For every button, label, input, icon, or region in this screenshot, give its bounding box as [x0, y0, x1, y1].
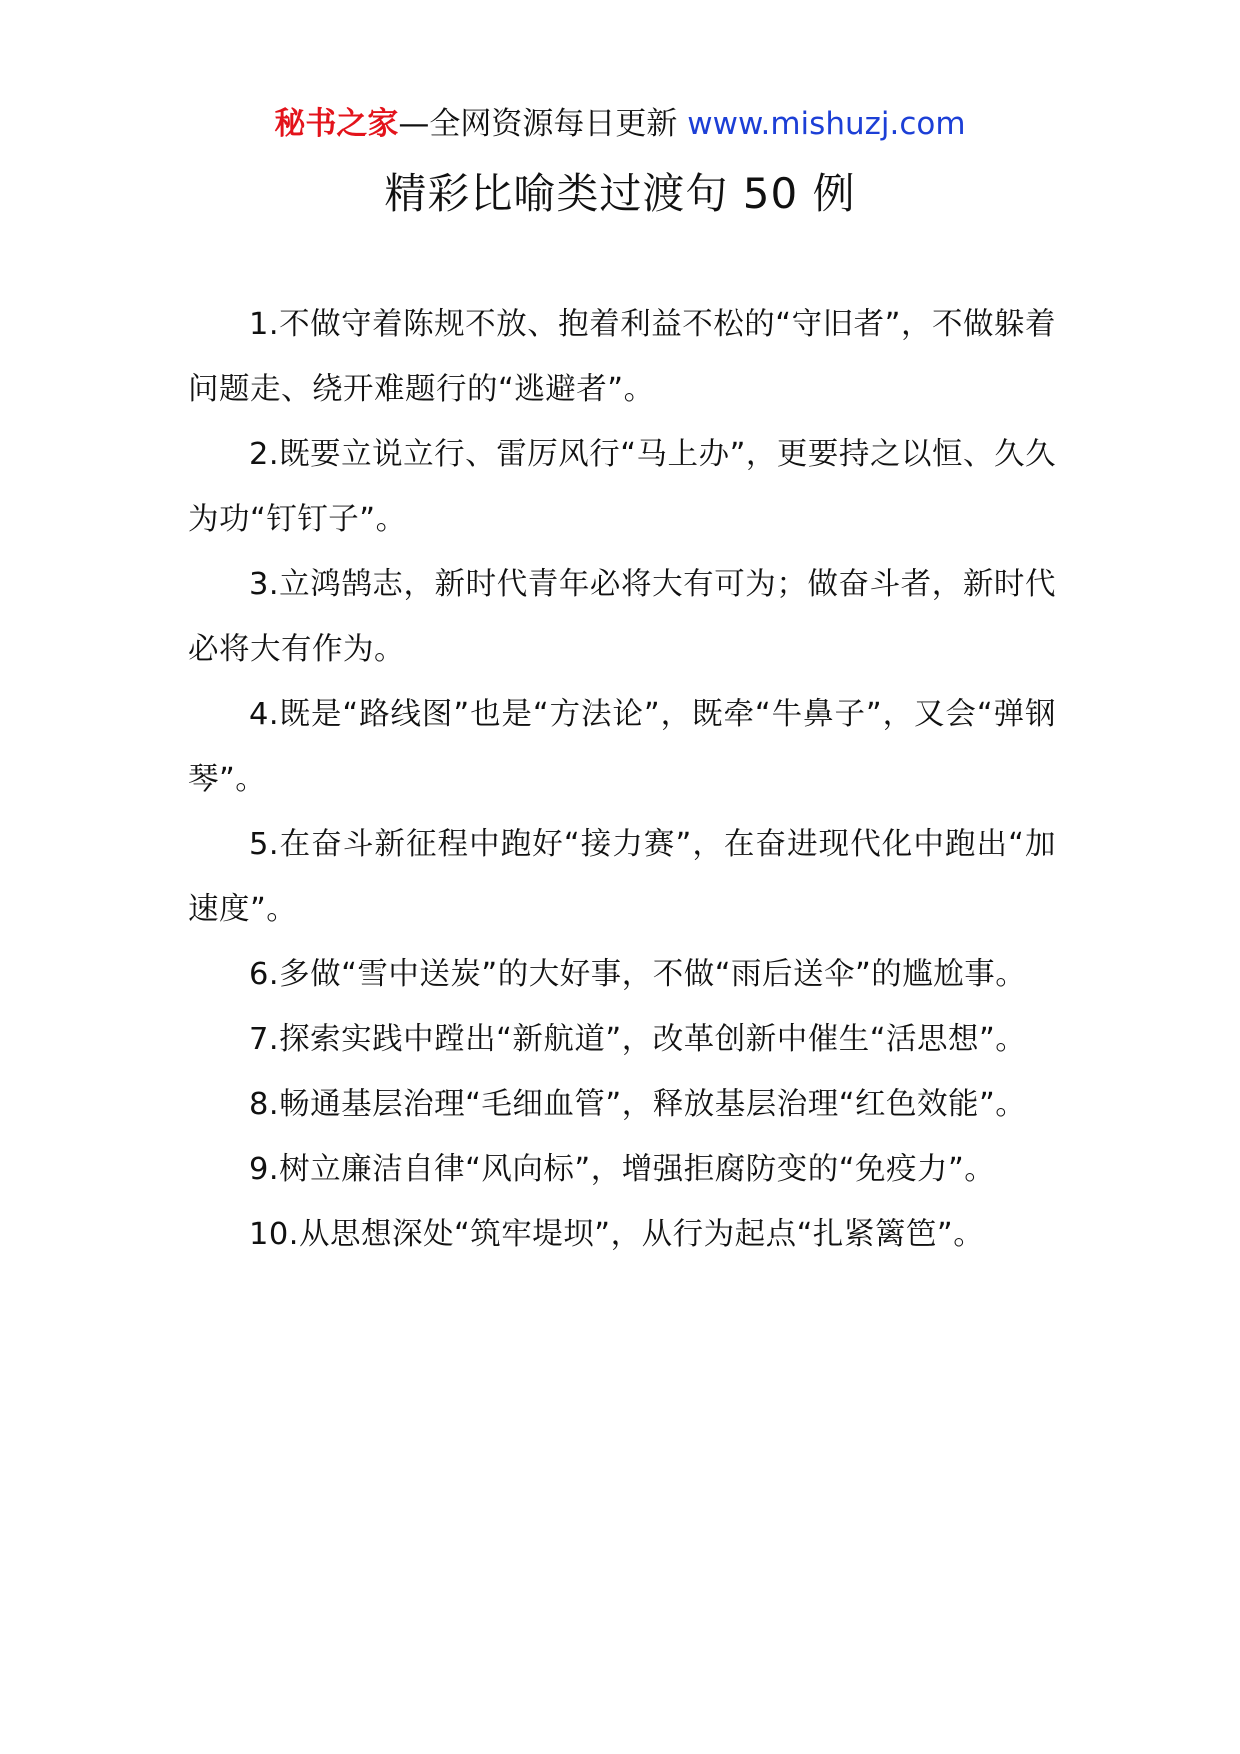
- paragraph-6: 6.多做“雪中送炭”的大好事，不做“雨后送伞”的尴尬事。: [249, 957, 1027, 992]
- site-url-link[interactable]: www.mishuzj.com: [687, 106, 966, 142]
- paragraph-8: 8.畅通基层治理“毛细血管”，释放基层治理“红色效能”。: [249, 1087, 1027, 1122]
- paragraph-9: 9.树立廉洁自律“风向标”，增强拒腐防变的“免疫力”。: [249, 1152, 996, 1187]
- paragraph-1: 1.不做守着陈规不放、抱着利益不松的“守旧者”，不做躲着问题走、绕开难题行的“逃避者”。: [188, 307, 1056, 407]
- paragraph-5: 5.在奋斗新征程中跑好“接力赛”，在奋进现代化中跑出“加速度”。: [188, 827, 1056, 927]
- document-body: [188, 292, 1056, 1267]
- paragraph-4: 4.既是“路线图”也是“方法论”，既牵“牛鼻子”，又会“弹钢琴”。: [188, 697, 1056, 797]
- paragraph-10: 10.从思想深处“筑牢堤坝”，从行为起点“扎紧篱笆”。: [249, 1217, 985, 1252]
- page-title: 精彩比喻类过渡句 50 例: [384, 169, 856, 218]
- paragraph-3: 3.立鸿鹄志，新时代青年必将大有可为；做奋斗者，新时代必将大有作为。: [188, 567, 1056, 667]
- header-tagline: —全网资源每日更新: [398, 106, 678, 142]
- site-header: [0, 100, 1240, 148]
- paragraph-7: 7.探索实践中蹚出“新航道”，改革创新中催生“活思想”。: [249, 1022, 1027, 1057]
- brand-name: 秘书之家: [274, 106, 399, 142]
- paragraph-2: 2.既要立说立行、雷厉风行“马上办”，更要持之以恒、久久为功“钉钉子”。: [188, 437, 1056, 537]
